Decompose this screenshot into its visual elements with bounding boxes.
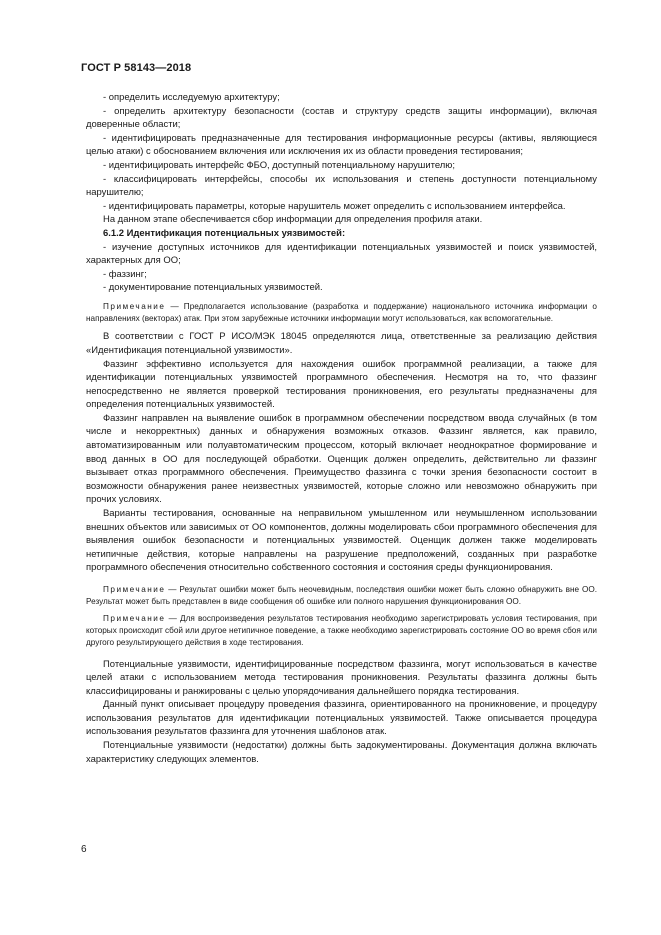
note-text: — Для воспроизведения результатов тестирования необходимо зарегистрировать условия тестирования, при которых происходит сбой или другое нетипичное поведение, а также необходимо зарегистрировать состояние ОО во время сбоя или другого результирующего действия в ходе тестирования. bbox=[86, 614, 597, 647]
section-heading: 6.1.2 Идентификация потенциальных уязвимостей: bbox=[103, 227, 346, 239]
note-label: Примечание bbox=[103, 614, 166, 624]
list-item: - идентифицировать интерфейс ФБО, доступный потенциальному нарушителю; bbox=[103, 159, 456, 171]
note bbox=[86, 584, 597, 607]
note-label: Примечание bbox=[103, 301, 166, 311]
list-item: - изучение доступных источников для идентификации потенциальных уязвимостей и поиск уязвимостей, характерных для ОО; bbox=[86, 241, 597, 267]
list-item: - классифицировать интерфейсы, способы их использования и степень доступности потенциальному нарушителю; bbox=[86, 173, 597, 199]
note bbox=[86, 301, 597, 324]
paragraph: На данном этапе обеспечивается сбор информации для определения профиля атаки. bbox=[103, 214, 483, 226]
list-item: - документирование потенциальных уязвимостей. bbox=[103, 282, 323, 294]
paragraph: В соответствии с ГОСТ Р ИСО/МЭК 18045 определяются лица, ответственные за реализацию действия «Идентификация потенциальной уязвимости». bbox=[86, 331, 597, 356]
list-item: - определить архитектуру безопасности (состав и структуру средств защиты информации), включая доверенные области; bbox=[86, 105, 597, 131]
note-text: — Предполагается использование (разработка и поддержание) национального источника информации о направлениях (векторах) атак. При этом зарубежные источники информации могут использоваться, как вспомогательные. bbox=[86, 301, 597, 323]
paragraph: Потенциальные уязвимости, идентифицированные посредством фаззинга, могут использоваться в качестве целей атаки с использованием метода тестирования проникновения. Результаты фаззинга должны быть классифицированы и ранжированы с целью упорядочивания дальнейшего порядка тестирования. bbox=[86, 658, 597, 697]
note-label: Примечание bbox=[103, 585, 166, 594]
document-header: ГОСТ Р 58143—2018 bbox=[81, 62, 192, 74]
note-text: — Результат ошибки может быть неочевидным, последствия ошибки может быть сложно обнаружить вне ОО. Результат может быть представлен в виде сообщения об ошибке или полного нарушения функционирования ОО. bbox=[86, 585, 597, 606]
paragraph: Фаззинг эффективно используется для нахождения ошибок программной реализации, а также для идентификации потенциальных уязвимостей программного обеспечения. Несмотря на то, что фаззинг непосредственно не является проверкой тестирования проникновения, его результаты предназначены для определения потенциальных уязвимостей. bbox=[86, 358, 597, 411]
note bbox=[86, 613, 597, 648]
paragraph: Фаззинг направлен на выявление ошибок в программном обеспечении посредством ввода случайных (в том числе и некорректных) данных и обнаружения возможных отказов. Фаззинг является, как правило, автоматизированным или полуавтоматическим процессом, который включает неоднократное формирование и ввод данных в ОО для последующей обработки. Оценщик должен определить, действительно ли фаззинг вызывает отказ программного обеспечения. Преимущество фаззинга с точки зрения безопасности состоит в возможности обнаружения ранее неизвестных уязвимостей, которые сложно или невозможно обнаружить при прочих условиях. bbox=[86, 412, 597, 506]
list-item: - фаззинг; bbox=[103, 268, 147, 280]
document-body bbox=[86, 91, 597, 766]
paragraph: Данный пункт описывает процедуру проведения фаззинга, ориентированного на проникновение, и процедуру использования результатов для идентификации потенциальных уязвимостей. Также описывается процедура использования результатов фаззинга для уточнения шаблонов атак. bbox=[86, 699, 597, 738]
page-number: 6 bbox=[81, 844, 87, 855]
paragraph: Потенциальные уязвимости (недостатки) должны быть задокументированы. Документация должна включать характеристику следующих элементов. bbox=[86, 740, 597, 765]
paragraph: Варианты тестирования, основанные на неправильном умышленном или неумышленном использовании внешних объектов или зависимых от ОО компонентов, должны моделировать сбои программного обеспечения для выявления ошибок безопасности и потенциальных уязвимостей. Оценщик должен также моделировать нетипичные действия, которые направлены на разрушение предположений, созданных при разработке программного обеспечения относительно собственного состояния и состояния среды функционирования. bbox=[86, 508, 597, 574]
list-item: - определить исследуемую архитектуру; bbox=[103, 92, 280, 103]
list-item: - идентифицировать параметры, которые нарушитель может определить с использованием интерфейса. bbox=[103, 200, 566, 212]
list-item: - идентифицировать предназначенные для тестирования информационные ресурсы (активы, являющиеся целью атаки) с обоснованием включения или исключения их из области проведения тестирования; bbox=[86, 132, 597, 158]
